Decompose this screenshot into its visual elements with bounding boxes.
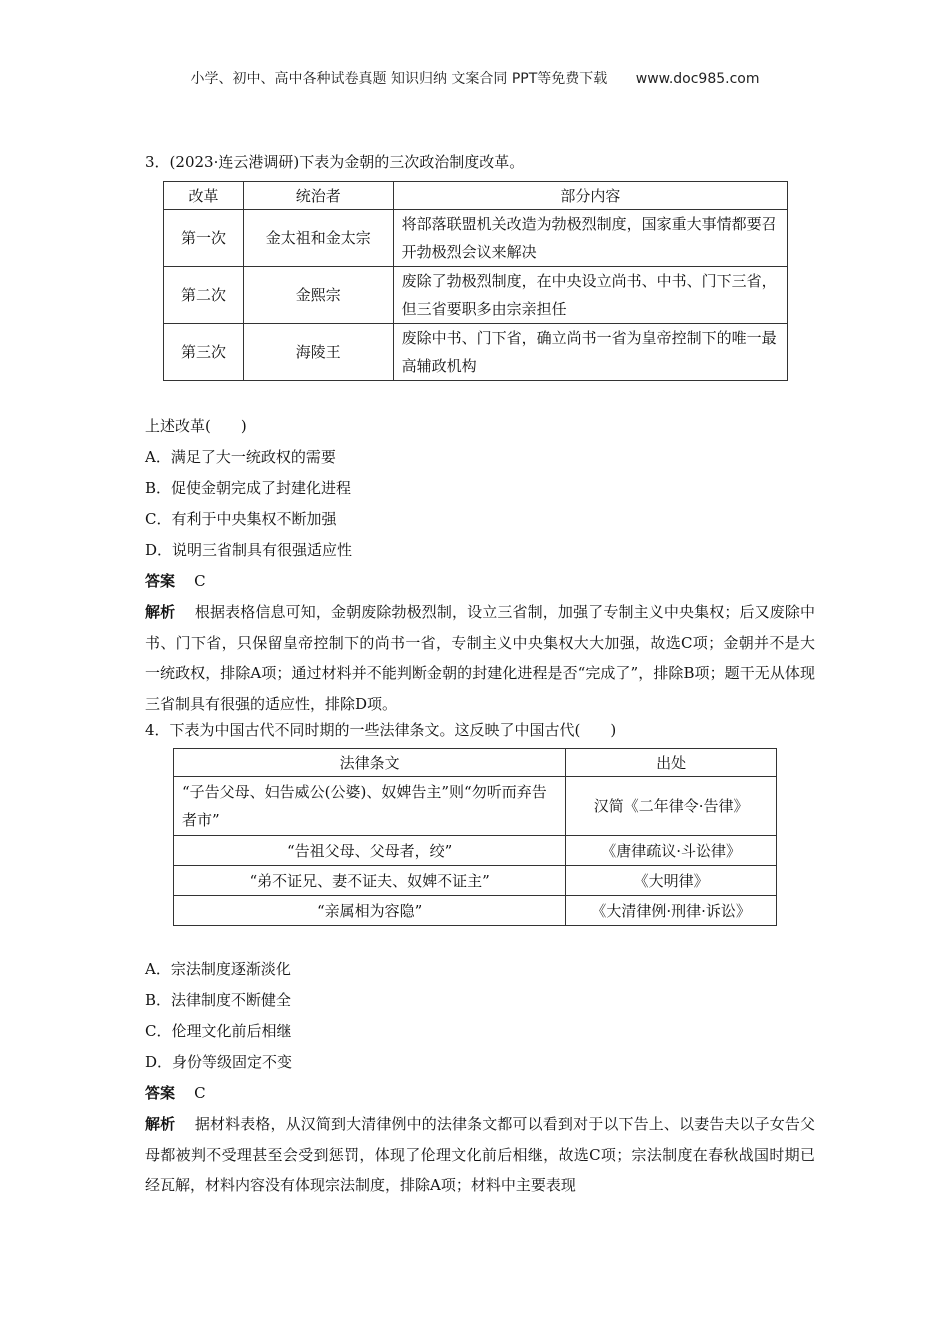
cell: 第一次: [164, 210, 244, 267]
cell: 汉简《二年律令·告律》: [566, 777, 777, 836]
q4-answer-value: C: [194, 1084, 206, 1102]
cell: 《唐律疏议·斗讼律》: [566, 836, 777, 866]
cell: 将部落联盟机关改造为勃极烈制度，国家重大事情都要召开勃极烈会议来解决: [393, 210, 787, 267]
q4-answer-label: 答案: [145, 1084, 176, 1102]
cell: “亲属相为容隐”: [174, 896, 566, 926]
cell: 第二次: [164, 267, 244, 324]
page-header: [0, 68, 950, 88]
table-row: [174, 896, 777, 926]
q3-body: [145, 411, 815, 719]
q3-answer-label: 答案: [145, 572, 176, 590]
cell: 金熙宗: [243, 267, 393, 324]
q3-explanation-text: 根据表格信息可知，金朝废除勃极烈制，设立三省制，加强了专制主义中央集权；后又废除中书、门下省，只保留皇帝控制下的尚书一省，专制主义中央集权大大加强，故选C项；金朝并不是大一统政权，排除A项；通过材料并不能判断金朝的封建化进程是否“完成了”，排除B项；题干无从体现三省制具有很强的适应性，排除D项。: [145, 603, 815, 713]
q4-option-b: B．法律制度不断健全: [145, 991, 292, 1009]
cell: 《大清律例·刑律·诉讼》: [566, 896, 777, 926]
cell: “子告父母、妇告威公(公婆)、奴婢告主”则“勿听而弃告者市”: [174, 777, 566, 836]
cell: 废除中书、门下省，确立尚书一省为皇帝控制下的唯一最高辅政机构: [393, 324, 787, 381]
q4-option-d: D．身份等级固定不变: [145, 1053, 293, 1071]
table-row: [164, 324, 788, 381]
q3-option-c: C．有利于中央集权不断加强: [145, 510, 337, 528]
q4-title: 4．下表为中国古代不同时期的一些法律条文。这反映了中国古代( ): [145, 721, 617, 739]
q3-explanation-label: 解析: [145, 603, 176, 621]
cell: 《大明律》: [566, 866, 777, 896]
q4-th-law: 法律条文: [174, 749, 566, 777]
cell: “告祖父母、父母者，绞”: [174, 836, 566, 866]
q4-th-source: 出处: [566, 749, 777, 777]
q3-table-header: [164, 182, 788, 210]
q4-option-a: A．宗法制度逐渐淡化: [145, 960, 291, 978]
q3-th-content: 部分内容: [393, 182, 787, 210]
q4-table-header: [174, 749, 777, 777]
table-row: [174, 866, 777, 896]
table-row: [174, 777, 777, 836]
q3-option-b: B．促使金朝完成了封建化进程: [145, 479, 352, 497]
q4-option-c: C．伦理文化前后相继: [145, 1022, 292, 1040]
q3-answer-value: C: [194, 572, 206, 590]
cell: “弟不证兄、妻不证夫、奴婢不证主”: [174, 866, 566, 896]
q3-explanation: [145, 597, 815, 719]
header-site[interactable]: www.doc985.com: [635, 71, 760, 87]
q3-answer: [145, 566, 815, 597]
q4-answer: [145, 1078, 815, 1109]
cell: 金太祖和金太宗: [243, 210, 393, 267]
cell: 海陵王: [243, 324, 393, 381]
table-row: [174, 836, 777, 866]
q3-title: 3．(2023·连云港调研)下表为金朝的三次政治制度改革。: [145, 153, 525, 171]
q4-explanation-text: 据材料表格，从汉简到大清律例中的法律条文都可以看到对于以下告上、以妻告夫以子女告父母都被判不受理甚至会受到惩罚，体现了伦理文化前后相继，故选C项；宗法制度在春秋战国时期已经瓦解，材料内容没有体现宗法制度，排除A项；材料中主要表现: [145, 1115, 815, 1194]
q3-th-ruler: 统治者: [243, 182, 393, 210]
q4-table: [173, 748, 777, 926]
q4-body: [145, 954, 815, 1201]
q3-option-a: A．满足了大一统政权的需要: [145, 448, 336, 466]
table-row: [164, 210, 788, 267]
q3-table: [163, 181, 788, 381]
q4-explanation: [145, 1109, 815, 1201]
cell: 第三次: [164, 324, 244, 381]
header-text: 小学、初中、高中各种试卷真题 知识归纳 文案合同 PPT等免费下载: [190, 71, 608, 87]
cell: 废除了勃极烈制度，在中央设立尚书、中书、门下三省，但三省要职多由宗亲担任: [393, 267, 787, 324]
table-row: [164, 267, 788, 324]
q3-th-reform: 改革: [164, 182, 244, 210]
q3-stem: 上述改革( ): [145, 417, 247, 435]
q3-option-d: D．说明三省制具有很强适应性: [145, 541, 353, 559]
q4-explanation-label: 解析: [145, 1115, 176, 1133]
